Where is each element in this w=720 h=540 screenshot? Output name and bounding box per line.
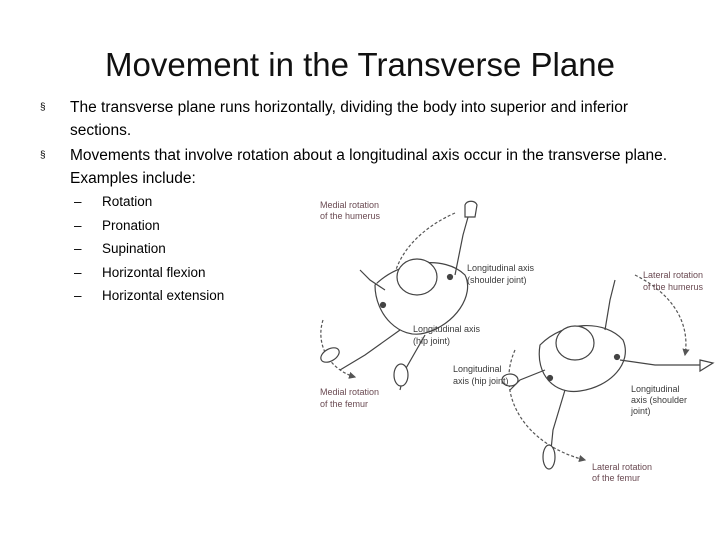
example-item — [74, 284, 224, 308]
caption-lateral-femur-1: Lateral rotation — [592, 462, 653, 472]
caption-medial-femur-2: of the femur — [320, 399, 369, 409]
transverse-rotation-illustration — [305, 195, 720, 490]
shoulder-joint-dot — [448, 275, 453, 280]
dash-marker: – — [74, 217, 82, 233]
caption-long-shoulder-1: Longitudinal axis — [467, 263, 535, 273]
example-item — [74, 237, 224, 261]
caption-medial-humerus-1: Medial rotation — [320, 200, 380, 210]
slide-title: Movement in the Transverse Plane — [105, 46, 615, 83]
caption-long-hip2-2: axis (hip joint) — [453, 376, 509, 386]
caption-long-hip-2: (hip joint) — [413, 336, 451, 346]
example-text: Horizontal extension — [102, 288, 225, 303]
caption-long-shoulder2-1: Longitudinal — [631, 384, 680, 394]
caption-long-shoulder2-3: joint) — [631, 406, 651, 416]
hand-right — [465, 201, 477, 217]
bullet-item — [40, 144, 680, 190]
example-item — [74, 190, 224, 214]
caption-long-shoulder2-2: axis (shoulder — [631, 395, 688, 405]
hip-joint-dot — [381, 303, 386, 308]
bullet-marker: § — [40, 102, 46, 113]
example-item — [74, 261, 224, 285]
dash-marker: – — [74, 194, 82, 209]
figure-lateral-rotation — [502, 275, 713, 469]
dash-marker: – — [74, 288, 82, 303]
leg-upper — [340, 330, 400, 370]
foot-2 — [543, 445, 555, 469]
examples-list — [74, 190, 224, 308]
bullet-text: Movements that involve rotation about a longitudinal axis occur in the transverse plane. Examples include: — [70, 147, 668, 187]
shoulder-joint-dot-2 — [615, 355, 620, 360]
caption-long-shoulder-2: (shoulder joint) — [467, 275, 527, 285]
example-text: Supination — [102, 241, 166, 256]
bullet-marker: § — [40, 150, 46, 161]
bullet-list — [40, 96, 680, 192]
arm-up-2 — [605, 280, 615, 330]
caption-lateral-humerus-1: Lateral rotation — [643, 270, 704, 280]
figure-medial-rotation — [318, 201, 477, 390]
caption-long-hip-1: Longitudinal axis — [413, 324, 481, 334]
example-text: Pronation — [102, 217, 160, 233]
example-text: Rotation — [102, 194, 153, 209]
caption-long-hip2-1: Longitudinal — [453, 364, 502, 374]
dash-marker: – — [74, 241, 82, 256]
example-item — [74, 214, 224, 238]
bullet-item — [40, 96, 680, 142]
arm-out-2 — [620, 360, 700, 365]
head — [397, 259, 437, 295]
caption-medial-femur-1: Medial rotation — [320, 387, 380, 397]
hand-out-2 — [700, 360, 713, 371]
head-2 — [556, 326, 594, 360]
caption-lateral-humerus-2: of the humerus — [643, 282, 704, 292]
caption-lateral-femur-2: of the femur — [592, 473, 641, 483]
foot-left — [318, 345, 341, 365]
bullet-text: The transverse plane runs horizontally, dividing the body into superior and inferior sections. — [70, 99, 629, 139]
dash-marker: – — [74, 264, 82, 280]
hip-joint-dot-2 — [548, 376, 553, 381]
caption-medial-humerus-2: of the humerus — [320, 211, 381, 221]
foot-right — [394, 364, 408, 386]
example-text: Horizontal flexion — [102, 264, 206, 280]
